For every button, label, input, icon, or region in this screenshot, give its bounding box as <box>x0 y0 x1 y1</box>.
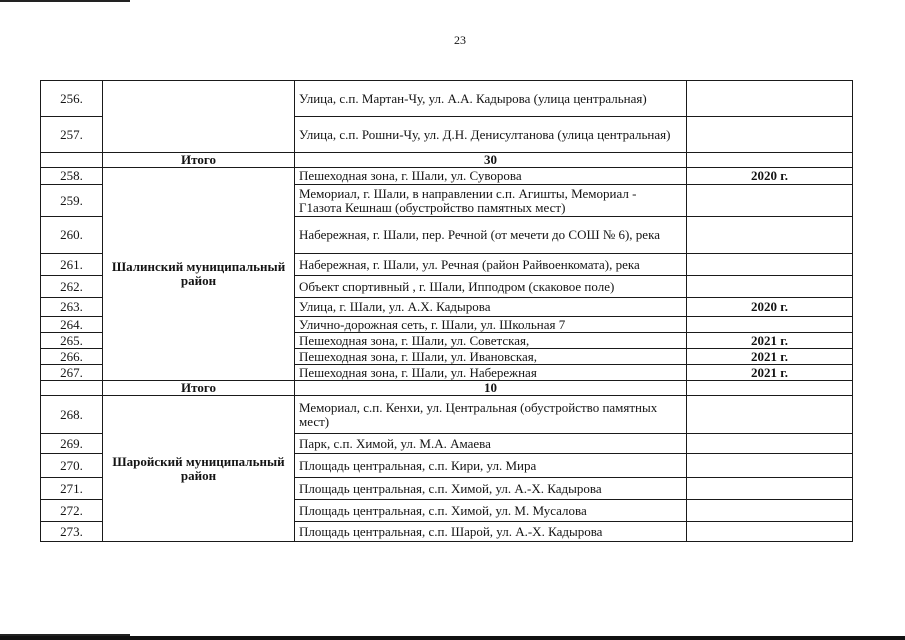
year-cell <box>687 454 853 478</box>
row-number: 256. <box>41 81 103 117</box>
object-name: Площадь центральная, с.п. Химой, ул. А.-Х. Кадырова <box>295 478 687 500</box>
object-name: Улица, г. Шали, ул. А.Х. Кадырова <box>295 298 687 317</box>
year-cell <box>687 396 853 434</box>
row-number: 258. <box>41 168 103 185</box>
object-name: Улица, с.п. Рошни-Чу, ул. Д.Н. Денисултанова (улица центральная) <box>295 117 687 153</box>
bottom-rule <box>0 636 905 640</box>
row-number: 257. <box>41 117 103 153</box>
object-name: Пешеходная зона, г. Шали, ул. Суворова <box>295 168 687 185</box>
year-cell: 2021 г. <box>687 365 853 381</box>
table-row <box>41 396 853 434</box>
row-number: 272. <box>41 500 103 522</box>
object-name: Мемориал, с.п. Кенхи, ул. Центральная (обустройство памятных мест) <box>295 396 687 434</box>
row-number: 267. <box>41 365 103 381</box>
year-cell: 2021 г. <box>687 333 853 349</box>
top-left-rule <box>0 0 130 2</box>
object-name: Площадь центральная, с.п. Шарой, ул. А.-Х. Кадырова <box>295 522 687 542</box>
object-name: Улично-дорожная сеть, г. Шали, ул. Школьная 7 <box>295 317 687 333</box>
object-name: Пешеходная зона, г. Шали, ул. Советская, <box>295 333 687 349</box>
object-name: Объект спортивный , г. Шали, Ипподром (скаковое поле) <box>295 276 687 298</box>
total-count: 30 <box>295 153 687 168</box>
year-cell: 2020 г. <box>687 298 853 317</box>
year-cell <box>687 117 853 153</box>
year-cell <box>687 276 853 298</box>
object-name: Набережная, г. Шали, пер. Речной (от мечети до СОШ № 6), река <box>295 217 687 254</box>
total-label: Итого <box>103 381 295 396</box>
year-cell <box>687 500 853 522</box>
year-cell <box>687 522 853 542</box>
row-number: 266. <box>41 349 103 365</box>
total-row <box>41 381 853 396</box>
row-number: 264. <box>41 317 103 333</box>
row-number: 261. <box>41 254 103 276</box>
row-number: 263. <box>41 298 103 317</box>
district-cell <box>103 81 295 153</box>
year-cell <box>687 217 853 254</box>
total-row <box>41 153 853 168</box>
district-name: Шаройский муниципальный район <box>103 396 295 542</box>
year-cell <box>687 254 853 276</box>
row-number: 271. <box>41 478 103 500</box>
year-cell <box>687 185 853 217</box>
row-number: 262. <box>41 276 103 298</box>
register-table <box>40 80 853 542</box>
row-number: 260. <box>41 217 103 254</box>
year-cell: 2020 г. <box>687 168 853 185</box>
object-name: Площадь центральная, с.п. Химой, ул. М. Мусалова <box>295 500 687 522</box>
object-name: Пешеходная зона, г. Шали, ул. Ивановская, <box>295 349 687 365</box>
year-cell <box>687 478 853 500</box>
row-number: 268. <box>41 396 103 434</box>
object-name: Набережная, г. Шали, ул. Речная (район Райвоенкомата), река <box>295 254 687 276</box>
year-cell <box>687 317 853 333</box>
row-number: 259. <box>41 185 103 217</box>
object-name: Мемориал, г. Шали, в направлении с.п. Агишты, Мемориал - Г1азота Кешнаш (обустройство памятных мест) <box>295 185 687 217</box>
table-row <box>41 168 853 185</box>
object-name: Парк, с.п. Химой, ул. М.А. Амаева <box>295 434 687 454</box>
year-cell <box>687 434 853 454</box>
row-number: 273. <box>41 522 103 542</box>
district-name: Шалинский муниципальный район <box>103 168 295 381</box>
total-label: Итого <box>103 153 295 168</box>
object-name: Площадь центральная, с.п. Кири, ул. Мира <box>295 454 687 478</box>
object-name: Улица, с.п. Мартан-Чу, ул. А.А. Кадырова (улица центральная) <box>295 81 687 117</box>
total-count: 10 <box>295 381 687 396</box>
year-cell: 2021 г. <box>687 349 853 365</box>
table-row <box>41 81 853 117</box>
row-number: 270. <box>41 454 103 478</box>
year-cell <box>687 81 853 117</box>
row-number: 269. <box>41 434 103 454</box>
row-number: 265. <box>41 333 103 349</box>
page-number: 23 <box>454 33 466 47</box>
object-name: Пешеходная зона, г. Шали, ул. Набережная <box>295 365 687 381</box>
